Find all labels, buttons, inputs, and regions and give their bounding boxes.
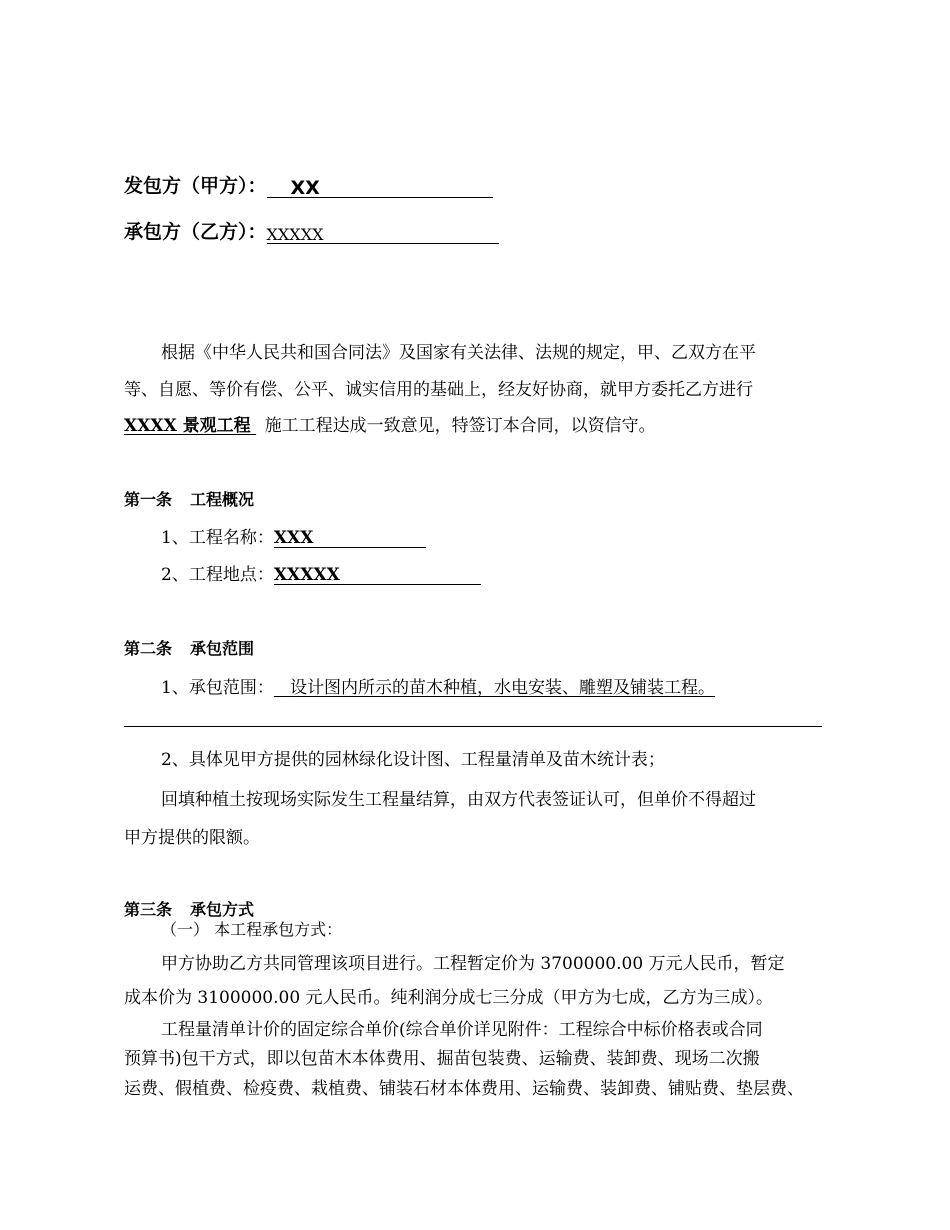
contractor-name: XXXXX: [266, 225, 324, 245]
project-name-blank: [251, 416, 265, 436]
employer-line: [124, 171, 493, 198]
article3-p2-text-2: 预算书)包干方式，即以包苗木本体费用、掘苗包装费、运输费、装卸费、现场二次搬: [124, 1049, 760, 1069]
scope-item: [161, 673, 715, 698]
article3-p1-line-2: [124, 983, 773, 1008]
preamble-line-1: [161, 338, 756, 363]
article3-p1-text-2: 成本价为 3100000.00 元人民币。纯利润分成七三分成（甲方为七成，乙方为三成）。: [124, 988, 774, 1008]
project-name-field: [274, 528, 426, 548]
scope-value: 设计图内所示的苗木种植，水电安装、雕塑及铺装工程。: [290, 678, 716, 698]
article3-sub1: [161, 917, 342, 940]
article1-number: 第一条: [124, 490, 173, 509]
article1-heading: [124, 487, 254, 510]
article3-p2-text-3: 运费、假植费、检疫费、栽植费、铺装石材本体费用、运输费、装卸费、铺贴费、垫层费、: [124, 1079, 804, 1099]
scope-item-2: [161, 745, 665, 770]
scope-label: 1、承包范围：: [161, 678, 274, 698]
scope-continuation-line: [124, 726, 822, 727]
project-name-label: 1、工程名称：: [161, 528, 274, 548]
article3-p2-line-1: [161, 1015, 763, 1040]
contractor-label: 承包方（乙方）：: [124, 221, 267, 243]
preamble-text-3: 施工工程达成一致意见，特签订本合同，以资信守。: [264, 416, 656, 436]
project-location-item: [161, 560, 481, 585]
employer-name: XX: [290, 177, 320, 200]
preamble-text-1: 根据《中华人民共和国合同法》及国家有关法律、法规的规定，甲、乙双方在平: [161, 343, 756, 363]
article3-sub1-text: （一） 本工程承包方式：: [161, 920, 343, 939]
scope-note-text-1: 回填种植土按现场实际发生工程量结算，由双方代表签证认可，但单价不得超过: [161, 790, 756, 810]
article1-title: 工程概况: [190, 490, 255, 509]
article3-p2-text-1: 工程量清单计价的固定综合单价(综合单价详见附件：工程综合中标价格表或合同: [161, 1020, 763, 1040]
project-name: XXXX 景观工程: [124, 416, 251, 436]
article3-p1-text-1: 甲方协助乙方共同管理该项目进行。工程暂定价为 3700000.00 万元人民币，暂定: [161, 954, 785, 974]
project-name-item: [161, 523, 426, 548]
project-location-field: [274, 565, 481, 585]
contractor-line: [124, 217, 499, 244]
employer-label: 发包方（甲方）：: [124, 175, 267, 197]
project-location-label: 2、工程地点：: [161, 565, 274, 585]
article3-number: 第三条: [124, 900, 173, 919]
scope-note-line-1: [161, 785, 756, 810]
article3-p2-line-3: [124, 1074, 804, 1099]
article3-p2-line-2: [124, 1044, 760, 1069]
article3-title: 承包方式: [190, 900, 255, 919]
scope-value-wrap: [274, 678, 715, 698]
scope-note-text-2: 甲方提供的限额。: [124, 828, 260, 848]
project-name-value: XXX: [273, 528, 314, 549]
project-location-value: XXXXX: [273, 565, 340, 586]
preamble-line-3: [124, 411, 656, 436]
preamble-text-2: 等、自愿、等价有偿、公平、诚实信用的基础上，经友好协商，就甲方委托乙方进行: [124, 380, 753, 400]
article3-p1-line-1: [161, 949, 785, 974]
article2-heading: [124, 636, 254, 659]
preamble-line-2: [124, 375, 753, 400]
employer-name-field: [267, 177, 493, 198]
article2-title: 承包范围: [190, 639, 255, 658]
article2-number: 第二条: [124, 639, 173, 658]
contractor-name-field: [267, 225, 499, 244]
scope-item-2-text: 2、具体见甲方提供的园林绿化设计图、工程量清单及苗木统计表；: [161, 750, 665, 770]
scope-note-line-2: [124, 823, 260, 848]
